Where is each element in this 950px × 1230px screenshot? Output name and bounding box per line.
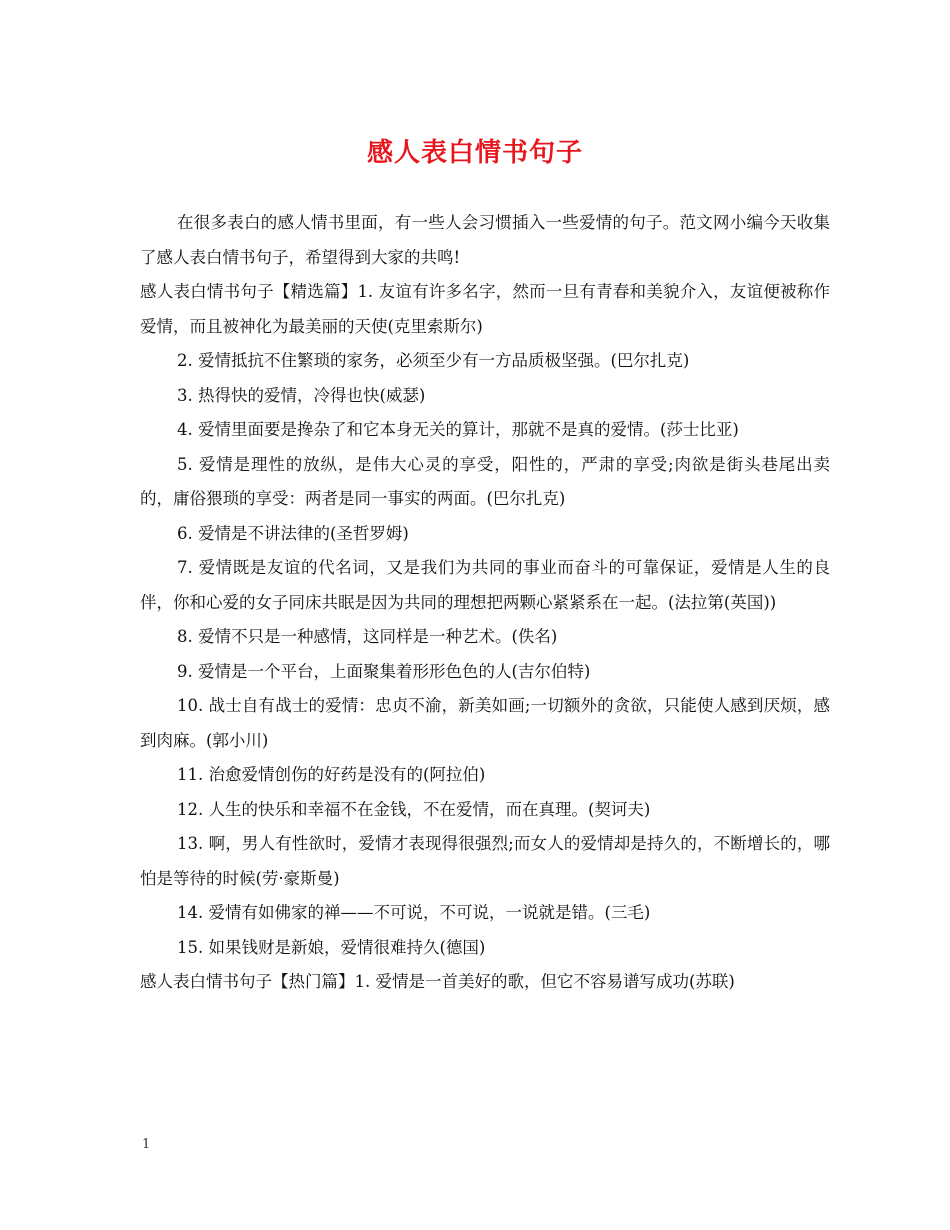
section-2-label: 感人表白情书句子【热门篇】: [140, 972, 355, 991]
list-item: 9. 爱情是一个平台，上面聚集着形形色色的人(吉尔伯特): [177, 661, 591, 681]
list-item: 4. 爱情里面要是搀杂了和它本身无关的算计，那就不是真的爱情。(莎士比亚): [177, 420, 739, 439]
section-2-paragraph: [140, 965, 830, 1000]
list-item: 3. 热得快的爱情，冷得也快(威瑟): [177, 385, 426, 405]
list-item: 13. 啊，男人有性欲时，爱情才表现得很强烈;而女人的爱情却是持久的，不断增长的，哪怕是等待的时候(劳·豪斯曼): [140, 834, 830, 888]
section-1-label: 感人表白情书句子【精选篇】: [140, 282, 358, 301]
list-item: 12. 人生的快乐和幸福不在金钱，不在爱情，而在真理。(契诃夫): [177, 799, 651, 819]
page-title: 感人表白情书句子: [366, 138, 583, 168]
section-2-first-item: 1. 爱情是一首美好的歌，但它不容易谱写成功(苏联): [354, 972, 735, 991]
section-1-first-item: 1. 友谊有许多名字，然而一旦有青春和美貌介入，友谊便被称作爱情，而且被神化为最美丽的天使(克里索斯尔): [140, 282, 831, 336]
list-item: 11. 治愈爱情创伤的好药是没有的(阿拉伯): [177, 765, 486, 784]
page-number: 1: [142, 1137, 151, 1152]
list-item: 6. 爱情是不讲法律的(圣哲罗姆): [177, 523, 409, 543]
list-item: 5. 爱情是理性的放纵，是伟大心灵的享受，阳性的，严肃的享受;肉欲是街头巷尾出卖的，庸俗猥琐的享受：两者是同一事实的两面。(巴尔扎克): [140, 454, 830, 508]
list-item: 7. 爱情既是友谊的代名词，又是我们为共同的事业而奋斗的可靠保证，爱情是人生的良伴，你和心爱的女子同床共眠是因为共同的理想把两颗心紧紧系在一起。(法拉第(英国)): [140, 558, 830, 612]
document-body: [140, 206, 830, 1000]
intro-paragraph: 在很多表白的感人情书里面，有一些人会习惯插入一些爱情的句子。范文网小编今天收集了感人表白情书句子，希望得到大家的共鸣!: [140, 213, 830, 267]
list-item: 15. 如果钱财是新娘，爱情很难持久(德国): [177, 937, 486, 957]
list-item: 2. 爱情抵抗不住繁琐的家务，必须至少有一方品质极坚强。(巴尔扎克): [177, 351, 690, 370]
list-item: 14. 爱情有如佛家的禅——不可说，不可说，一说就是错。(三毛): [177, 903, 651, 922]
list-item: 10. 战士自有战士的爱情：忠贞不渝，新美如画;一切额外的贪欲，只能使人感到厌烦，感到肉麻。(郭小川): [140, 696, 830, 750]
list-item: 8. 爱情不只是一种感情，这同样是一种艺术。(佚名): [177, 627, 558, 646]
section-1-paragraph: [140, 275, 830, 344]
